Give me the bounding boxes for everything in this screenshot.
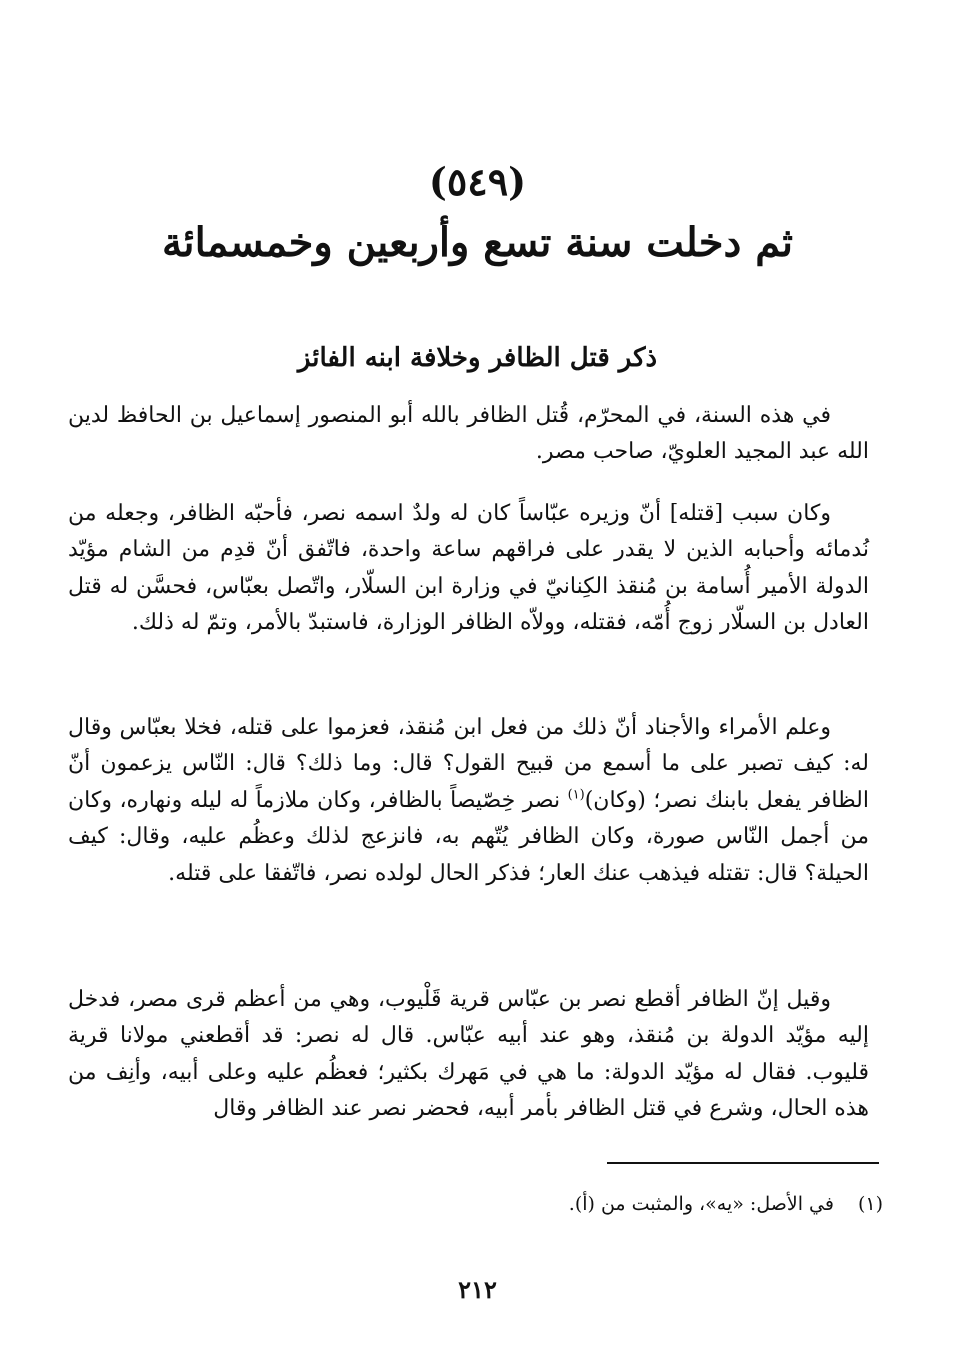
footnote-reference: (١) (567, 787, 585, 803)
footnote-number: (١) (857, 1193, 883, 1215)
paragraph-4-text: وقيل إنّ الظافر أقطع نصر بن عبّاس قرية قَلْيوب، وهي من أعظم قرى مصر، فدخل إليه مؤيّد الدولة بن مُنقذ، وهو عند أبيه عبّاس. قال له نصر: قد أقطعني مولانا قرية قليوب. فقال له مؤيّد الدولة: ما هي في مَهرك بكثير؛ فعظُم عليه وعلى أبيه، وأنِف من هذه الحال، وشرع في قتل الظافر بأمر أبيه، فحضر نصر عند الظافر وقال (68, 987, 870, 1122)
paragraph-1 (68, 398, 869, 471)
page-number: ٢١٢ (458, 1275, 497, 1304)
section-heading: ذكر قتل الظافر وخلافة ابنه الفائز (297, 343, 658, 373)
paragraph-2 (68, 496, 869, 642)
paragraph-3-part-a: وعلم الأمراء والأجناد أنّ ذلك من فعل ابن مُنقذ، فعزموا على قتله، فخلا بعبّاس وقال له: كيف تصبر على ما أسمع من قبيح القول؟ قال: وما ذلك؟ قال: النّاس يزعمون أنّ الظافر يفعل بابنك نصر؛ (وكان) (68, 715, 869, 813)
year-number: (٥٤٩) (428, 159, 527, 204)
footnote (68, 1186, 883, 1222)
paragraph-3-part-b: نصر خِصّيصاً بالظافر، وكان ملازماً له ليله ونهاره، وكان من أجمل النّاس صورة، وكان الظافر يُتّهم به، فانزعج لذلك وعظُم عليه، وقال: كيف الحيلة؟ قال: تقتله فيذهب عنك العار؛ فذكر الحال لولده نصر، فاتّفقا على قتله. (68, 787, 869, 886)
paragraph-1-text: في هذه السنة، في المحرّم، قُتل الظافر بالله أبو المنصور إسماعيل بن الحافظ لدين الله عبد المجيد العلويّ، صاحب مصر. (68, 403, 869, 465)
footnote-divider (607, 1162, 879, 1164)
year-title: ثم دخلت سنة تسع وأربعين وخمسمائة (161, 219, 793, 266)
footnote-text: في الأصل: «يه»، والمثبت من (أ). (568, 1193, 834, 1215)
paragraph-3 (68, 710, 869, 892)
paragraph-2-text: وكان سبب [قتله] أنّ وزيره عبّاساً كان له ولدٌ اسمه نصر، فأحبّه الظافر، وجعله من نُدمائه وأحبابه الذين لا يقدر على فراقهم ساعة واحدة، فاتّفق أنّ قدِم من الشام مؤيّد الدولة الأمير أُسامة بن مُنقذ الكِنانيّ في وزارة ابن السلّار، واتّصل بعبّاس، فحسَّن له قتل العادل بن السلّار زوج أُمّه، فقتله، وولاّه الظافر الوزارة، فاستبدّ بالأمر، وتمّ له ذلك. (68, 501, 869, 636)
paragraph-4 (68, 982, 869, 1128)
paragraph-3-text (68, 710, 869, 892)
